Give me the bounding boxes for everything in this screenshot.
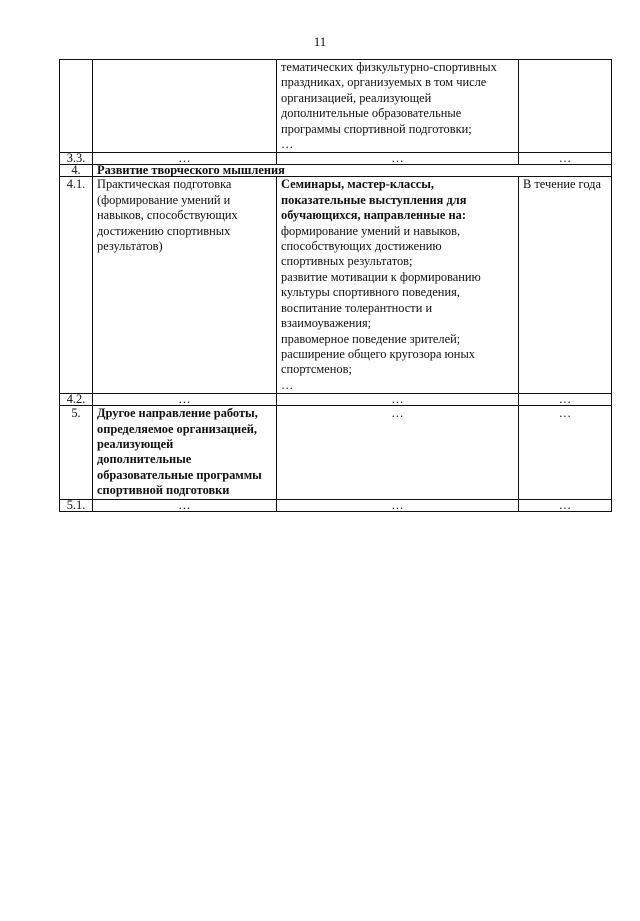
section-row (60, 165, 612, 177)
name-line: достижению спортивных (97, 223, 231, 238)
content-line: культуры спортивного поведения, (281, 285, 460, 300)
row-term: … (519, 406, 612, 499)
section-number: 4. (60, 165, 93, 177)
content-line: спортивных результатов; (281, 254, 413, 269)
content-line: тематических физкультурно-спортивных (281, 60, 497, 74)
content-line: взаимоуважения; (281, 316, 372, 331)
plan-table (59, 59, 612, 512)
name-line: (формирование умений и (97, 192, 231, 207)
table-row (60, 499, 612, 511)
name-line: спортивной подготовки (97, 483, 230, 498)
name-line: навыков, способствующих (97, 208, 238, 223)
content-line: … (281, 137, 294, 152)
content-line: программы спортивной подготовки; (281, 121, 472, 136)
content-line-bold: показательные выступления для (281, 192, 467, 207)
name-line: реализующей (97, 436, 174, 451)
row-content (277, 60, 519, 153)
name-line: определяемое организацией, (97, 421, 257, 436)
row-term: … (519, 499, 612, 511)
content-line: способствующих достижению (281, 239, 442, 254)
content-line-bold: обучающихся, направленные на: (281, 208, 466, 223)
row-number: 4.2. (60, 394, 93, 406)
row-name (93, 60, 277, 153)
content-line: … (281, 377, 294, 392)
row-content: … (277, 499, 519, 511)
content-line: расширение общего кругозора юных (281, 346, 475, 361)
row-number: 5.1. (60, 499, 93, 511)
row-term (519, 60, 612, 153)
table-row (60, 60, 612, 153)
content-line: правомерное поведение зрителей; (281, 331, 461, 346)
row-name: … (93, 499, 277, 511)
row-name: … (93, 394, 277, 406)
section-title: Развитие творческого мышления (93, 165, 612, 177)
table-row (60, 406, 612, 499)
content-line-bold: Семинары, мастер-классы, (281, 177, 434, 192)
row-number: 4.1. (60, 177, 93, 394)
name-line: дополнительные (97, 452, 192, 467)
name-line: образовательные программы (97, 467, 262, 482)
content-line: формирование умений и навыков, (281, 223, 461, 238)
row-number (60, 60, 93, 153)
name-line: Практическая подготовка (97, 177, 232, 192)
content-line: праздниках, организуемых в том числе (281, 75, 487, 90)
content-line: спортсменов; (281, 362, 352, 377)
content-line: организацией, реализующей (281, 90, 432, 105)
row-name: … (93, 153, 277, 165)
row-term: … (519, 394, 612, 406)
content-line: воспитание толерантности и (281, 300, 433, 315)
row-content: … (277, 406, 519, 499)
table-row (60, 177, 612, 394)
name-line: результатов) (97, 239, 163, 254)
row-number: 3.3. (60, 153, 93, 165)
content-line: дополнительные образовательные (281, 106, 462, 121)
name-line: Другое направление работы, (97, 406, 258, 421)
page-number: 11 (313, 34, 327, 49)
row-content: … (277, 153, 519, 165)
content-line: развитие мотивации к формированию (281, 269, 481, 284)
row-name (93, 177, 277, 394)
row-term: В течение года (519, 177, 612, 394)
row-content: … (277, 394, 519, 406)
row-term: … (519, 153, 612, 165)
row-name (93, 406, 277, 499)
row-content (277, 177, 519, 394)
table-row (60, 394, 612, 406)
row-number: 5. (60, 406, 93, 499)
